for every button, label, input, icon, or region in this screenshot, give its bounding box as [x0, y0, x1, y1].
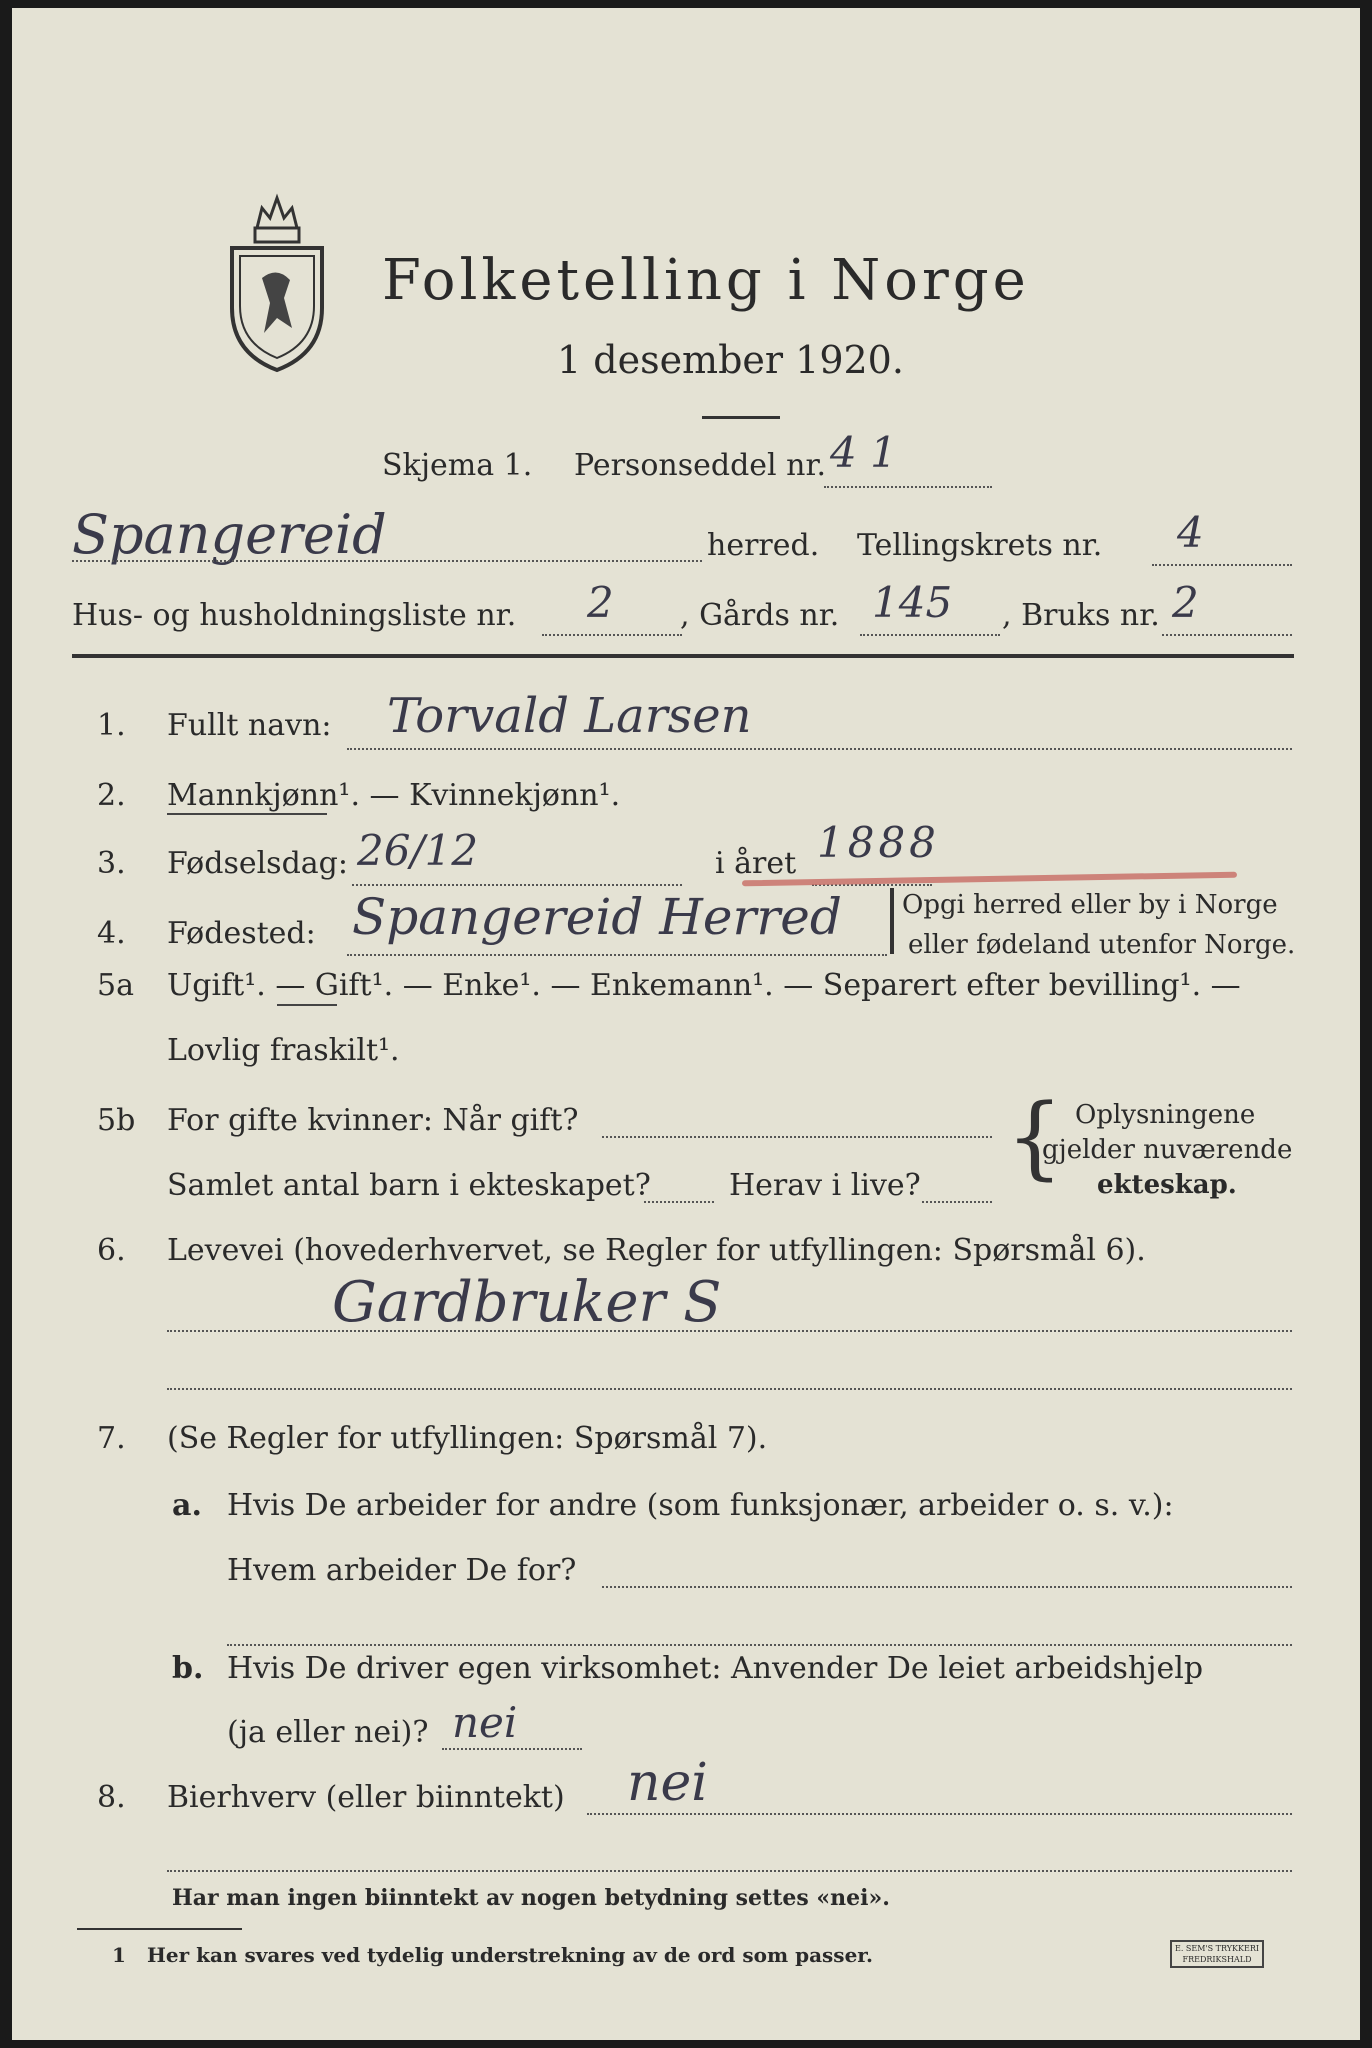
- q6-value: Gardbruker S: [332, 1270, 722, 1335]
- q7b-value: nei: [452, 1698, 518, 1747]
- footnote-divider: [77, 1928, 242, 1930]
- form-title: Folketelling i Norge: [382, 248, 1030, 313]
- q7b-line: [442, 1748, 582, 1750]
- q4-note-line2: eller fødeland utenfor Norge.: [908, 930, 1296, 960]
- coat-of-arms-icon: [222, 188, 332, 373]
- q5b-note-line2: gjelder nuværende: [1042, 1135, 1293, 1165]
- footer-note: Har man ingen biinntekt av nogen betydning settes «nei».: [172, 1885, 890, 1911]
- q7a-line1: Hvis De arbeider for andre (som funksjonær, arbeider o. s. v.):: [227, 1488, 1174, 1523]
- q6-line1: [167, 1330, 1292, 1332]
- bruks-line: [1162, 634, 1292, 636]
- q6-number: 6.: [97, 1233, 126, 1268]
- q8-number: 8.: [97, 1780, 126, 1815]
- census-form: [12, 8, 1360, 2040]
- gards-label: , Gårds nr.: [680, 598, 840, 633]
- printer-stamp-line1: E. SEM'S TRYKKERI: [1175, 1944, 1260, 1953]
- q3-year-value: 1888: [817, 818, 940, 867]
- q5b-number: 5b: [97, 1103, 136, 1138]
- footnote-text: Her kan svares ved tydelig understrekning av de ord som passer.: [147, 1943, 873, 1967]
- q1-value: Torvald Larsen: [387, 688, 752, 744]
- q4-correction-strike: [742, 872, 1237, 887]
- q4-line: [347, 954, 887, 956]
- q5b-antal-barn-line: [644, 1201, 714, 1203]
- herred-label: herred.: [707, 528, 820, 563]
- q4-number: 4.: [97, 916, 126, 951]
- q7a-line-extra: [227, 1644, 1292, 1646]
- q5b-brace: {: [1006, 1085, 1064, 1190]
- husliste-label: Hus- og husholdningsliste nr.: [72, 598, 517, 633]
- bruks-label: , Bruks nr.: [1002, 598, 1160, 633]
- header-divider: [72, 654, 1294, 658]
- q3-line: [352, 884, 682, 886]
- q5b-nar-gift-line: [602, 1136, 992, 1138]
- personseddel-line: [824, 486, 992, 488]
- q7b-letter: b.: [172, 1651, 204, 1686]
- gards-value: 145: [872, 578, 953, 627]
- q7-number: 7.: [97, 1421, 126, 1456]
- q8-line1: [587, 1813, 1292, 1815]
- footnote-number: 1: [112, 1943, 126, 1967]
- gards-line: [860, 634, 1000, 636]
- q7a-line2: Hvem arbeider De for?: [227, 1553, 577, 1588]
- q4-value: Spangereid Herred: [352, 888, 842, 946]
- q8-line2: [167, 1870, 1292, 1872]
- tellingskrets-label: Tellingskrets nr.: [857, 528, 1103, 563]
- q6-label: Levevei (hovederhvervet, se Regler for utfyllingen: Spørsmål 6).: [167, 1233, 1146, 1268]
- q5b-note-line3: ekteskap.: [1097, 1170, 1237, 1200]
- q7b-line2: (ja eller nei)?: [227, 1715, 429, 1750]
- q2-mannkjonn-underline: [167, 813, 327, 815]
- bruks-value: 2: [1172, 578, 1199, 627]
- q5b-line1: For gifte kvinner: Når gift?: [167, 1103, 579, 1138]
- q3-value: 26/12: [357, 826, 479, 875]
- title-divider: [702, 416, 780, 419]
- q5a-number: 5a: [97, 968, 134, 1003]
- printer-stamp: [1170, 1940, 1264, 1968]
- q3-year-label: i året: [715, 846, 797, 881]
- q5b-i-live-line: [922, 1201, 992, 1203]
- tellingskrets-line: [1152, 564, 1292, 566]
- q8-label: Bierhverv (eller biinntekt): [167, 1780, 565, 1815]
- q3-label: Fødselsdag:: [167, 846, 348, 881]
- q4-note-bracket: [890, 888, 894, 954]
- q7a-letter: a.: [172, 1488, 202, 1523]
- q5b-line2a: Samlet antal barn i ekteskapet?: [167, 1168, 651, 1203]
- herred-line: [72, 560, 702, 562]
- q6-line2: [167, 1388, 1292, 1390]
- q2-number: 2.: [97, 778, 126, 813]
- q3-number: 3.: [97, 846, 126, 881]
- q8-value: nei: [627, 1753, 708, 1813]
- q5a-line1: Ugift¹. — Gift¹. — Enke¹. — Enkemann¹. — Separert efter bevilling¹. —: [167, 968, 1241, 1003]
- q7a-line: [602, 1586, 1292, 1588]
- printer-stamp-line2: FREDRIKSHALD: [1182, 1955, 1252, 1964]
- q5b-note-line1: Oplysningene: [1075, 1100, 1256, 1130]
- q1-label: Fullt navn:: [167, 708, 332, 743]
- personseddel-label: Personseddel nr.: [574, 448, 827, 483]
- q4-label: Fødested:: [167, 916, 316, 951]
- herred-value: Spangereid: [72, 503, 387, 566]
- q7-label: (Se Regler for utfyllingen: Spørsmål 7).: [167, 1421, 768, 1456]
- q1-number: 1.: [97, 708, 126, 743]
- q5b-line2b: Herav i live?: [729, 1168, 921, 1203]
- schema-label: Skjema 1.: [382, 448, 533, 483]
- husliste-value: 2: [587, 578, 614, 627]
- q1-line: [347, 748, 1292, 750]
- q4-note-line1: Opgi herred eller by i Norge: [902, 890, 1278, 920]
- census-date: 1 desember 1920.: [557, 338, 904, 382]
- q5a-gift-underline: [277, 1004, 337, 1006]
- personseddel-value: 4 1: [830, 428, 897, 477]
- q7b-line1: Hvis De driver egen virksomhet: Anvender De leiet arbeidshjelp: [227, 1651, 1204, 1686]
- q2-label: Mannkjønn¹. — Kvinnekjønn¹.: [167, 778, 621, 813]
- q5a-line2: Lovlig fraskilt¹.: [167, 1033, 400, 1068]
- tellingskrets-value: 4: [1177, 508, 1204, 557]
- husliste-line: [542, 634, 682, 636]
